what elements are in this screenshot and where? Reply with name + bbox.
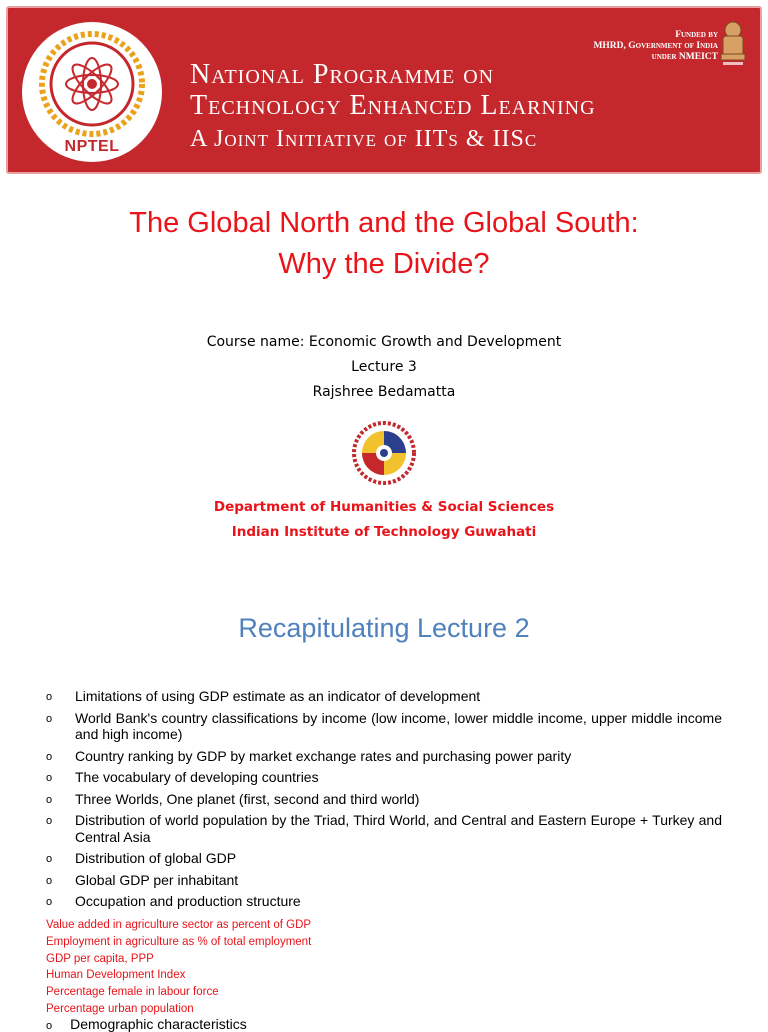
- lecture-number: Lecture 3: [351, 359, 417, 375]
- recap-heading: Recapitulating Lecture 2: [238, 613, 530, 643]
- recap-list: [46, 688, 722, 915]
- list-item-cut-off: o Demographic characteristics: [46, 1016, 247, 1032]
- indicator-list: [46, 917, 311, 1018]
- bullet-marker: o: [46, 712, 53, 725]
- bullet-marker: o: [46, 874, 53, 887]
- nptel-logo: [22, 22, 162, 162]
- nptel-banner: [6, 6, 762, 174]
- indicator-item: Value added in agriculture sector as percent of GDP: [46, 919, 312, 931]
- list-item: o Three Worlds, One planet (first, second and third world): [46, 790, 420, 807]
- instructor-name: Rajshree Bedamatta: [312, 384, 456, 400]
- list-item: o Distribution of world population by the Triad, Third World, and Central and Eastern Europe + Turkey and Central Asia: [46, 812, 722, 845]
- iitg-logo-icon: [351, 420, 417, 486]
- lecture-title: The Global North and the Global South: Why the Divide?: [129, 207, 639, 280]
- indicator-item: Percentage female in labour force: [46, 986, 219, 999]
- funded-by-text: Funded by MHRD, Government of India under NMEICT: [593, 30, 718, 62]
- banner-title-line2: Technology Enhanced Learning: [190, 90, 596, 121]
- bullet-marker: o: [46, 896, 53, 908]
- bullet-marker: o: [46, 793, 53, 806]
- department-name: Department of Humanities & Social Sciences: [213, 499, 555, 515]
- bullet-marker: o: [46, 1020, 53, 1032]
- bullet-marker: o: [46, 815, 53, 827]
- course-info: [0, 330, 768, 405]
- list-item: o Limitations of using GDP estimate as an indicator of development: [46, 688, 481, 704]
- list-item: o Distribution of global GDP: [46, 850, 237, 866]
- list-item: o World Bank's country classifications by income (low income, lower middle income, upper middle income and high income): [46, 709, 722, 742]
- indicator-item: Employment in agriculture as % of total employment: [46, 935, 312, 948]
- list-item: o Country ranking by GDP by market exchange rates and purchasing power parity: [46, 747, 572, 764]
- banner-subtitle: A Joint Initiative of IITs & IISc: [190, 126, 538, 152]
- banner-title-line1: National Programme on: [190, 59, 495, 90]
- bullet-marker: o: [46, 691, 53, 703]
- institute-name: Indian Institute of Technology Guwahati: [231, 524, 537, 540]
- department-info: [0, 495, 768, 545]
- list-item: o Occupation and production structure: [46, 893, 301, 909]
- bullet-marker: o: [46, 853, 53, 865]
- list-item: o Global GDP per inhabitant: [46, 871, 239, 888]
- course-name: Course name: Economic Growth and Development: [206, 334, 562, 350]
- indicator-item: GDP per capita, PPP: [46, 952, 154, 965]
- bullet-marker: o: [46, 750, 53, 763]
- national-emblem-icon: [718, 18, 748, 68]
- list-item: o The vocabulary of developing countries: [46, 769, 319, 785]
- indicator-item: Human Development Index: [46, 969, 186, 982]
- indicator-item: Percentage urban population: [46, 1002, 194, 1015]
- bullet-marker: o: [46, 772, 53, 784]
- nptel-logo-text: NPTEL: [64, 138, 120, 155]
